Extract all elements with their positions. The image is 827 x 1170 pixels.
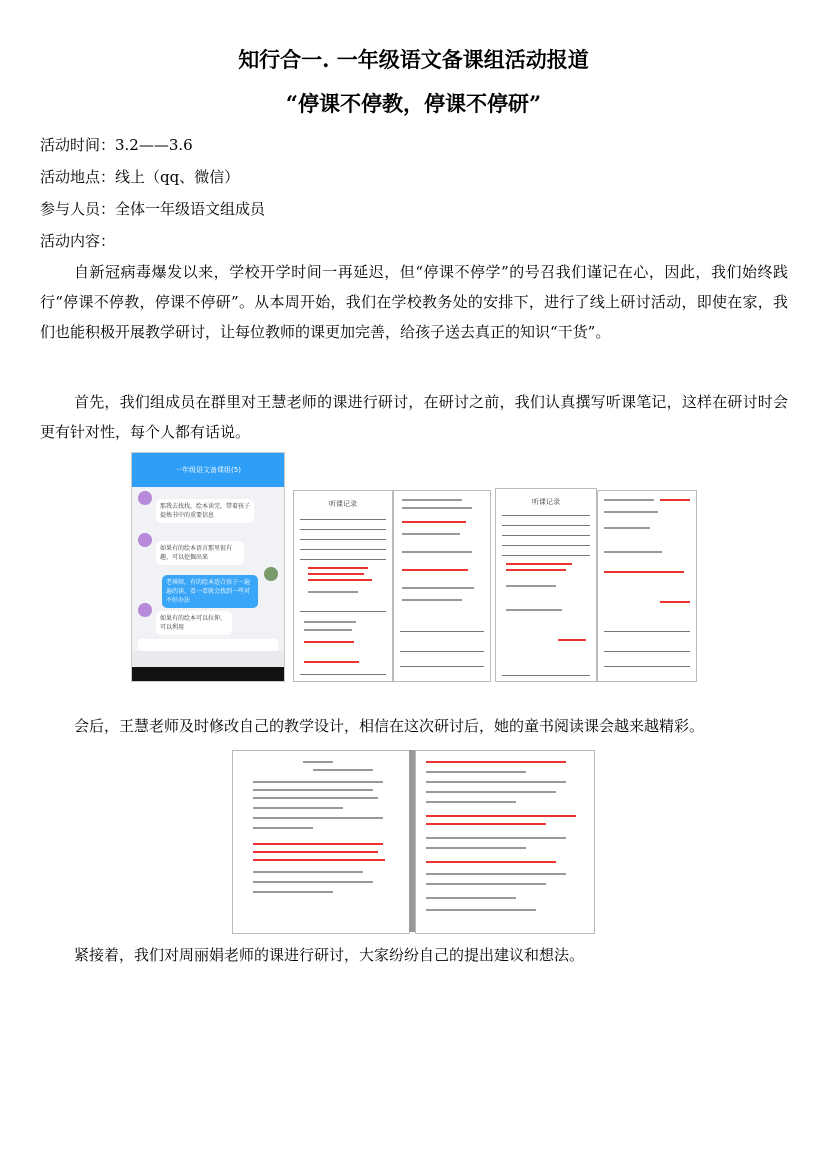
paragraph-after: 会后，王慧老师及时修改自己的教学设计，相信在这次研讨后，她的童书阅读课会越来越精彩。 [74,717,705,735]
lesson-note-page [495,488,597,682]
activity-place: 活动地点：线上（qq、微信） [40,168,240,186]
participants: 参与人员：全体一年级语文组成员 [40,200,266,218]
lesson-plan-page [415,750,595,934]
chat-toolbar [132,651,284,667]
chat-message: 老琪师，有的绘本适合孩子一遍遍的读，看一看就会找到一些对不好办法 [162,575,258,608]
paragraph-next: 紧接着，我们对周丽娟老师的课进行研讨，大家纷纷自己的提出建议和想法。 [74,946,585,964]
page-subtitle: “停课不停教，停课不停研” [285,91,542,116]
android-nav-bar [132,667,284,681]
lesson-plan-page [232,750,410,934]
paragraph-first: 首先，我们组成员在群里对王慧老师的课进行研讨，在研讨之前，我们认真撰写听课笔记，这样在研讨时会更有针对性，每个人都有话说。 [40,393,788,441]
avatar [138,491,152,505]
chat-message: 那我去找找，绘本读完，带着孩子提炼书中的重要信息 [156,499,254,523]
content-label: 活动内容： [40,232,116,250]
chat-screenshot [131,452,285,682]
paragraph-intro: 自新冠病毒爆发以来，学校开学时间一再延迟，但“停课不停学”的号召我们谨记在心，因此，我们始终践行“停课不停教，停课不停研”。从本周开始，我们在学校教务处的安排下，进行了线上研讨活动，即使在家，我们也能积极开展教学研讨，让每位教师的课更加完善，给孩子送去真正的知识“干货”。 [40,263,788,341]
lesson-note-page [597,490,697,682]
lesson-note-page [293,490,393,682]
page-title: 知行合一. 一年级语文备课组活动报道 [238,47,589,72]
chat-message: 如果有的绘本可以拉伸，可以利用 [156,611,232,635]
avatar [138,603,152,617]
avatar [138,533,152,547]
lesson-note-page [393,490,491,682]
note-title: 听课记录 [329,500,357,508]
chat-message: 如果有的绘本语言那里很有趣，可以挖掘出来 [156,541,244,565]
activity-time: 活动时间：3.2——3.6 [40,136,193,154]
chat-title: 一年级语文备课组(5) [132,453,284,487]
note-title: 听课记录 [532,498,560,506]
avatar [264,567,278,581]
chat-input [138,639,278,651]
